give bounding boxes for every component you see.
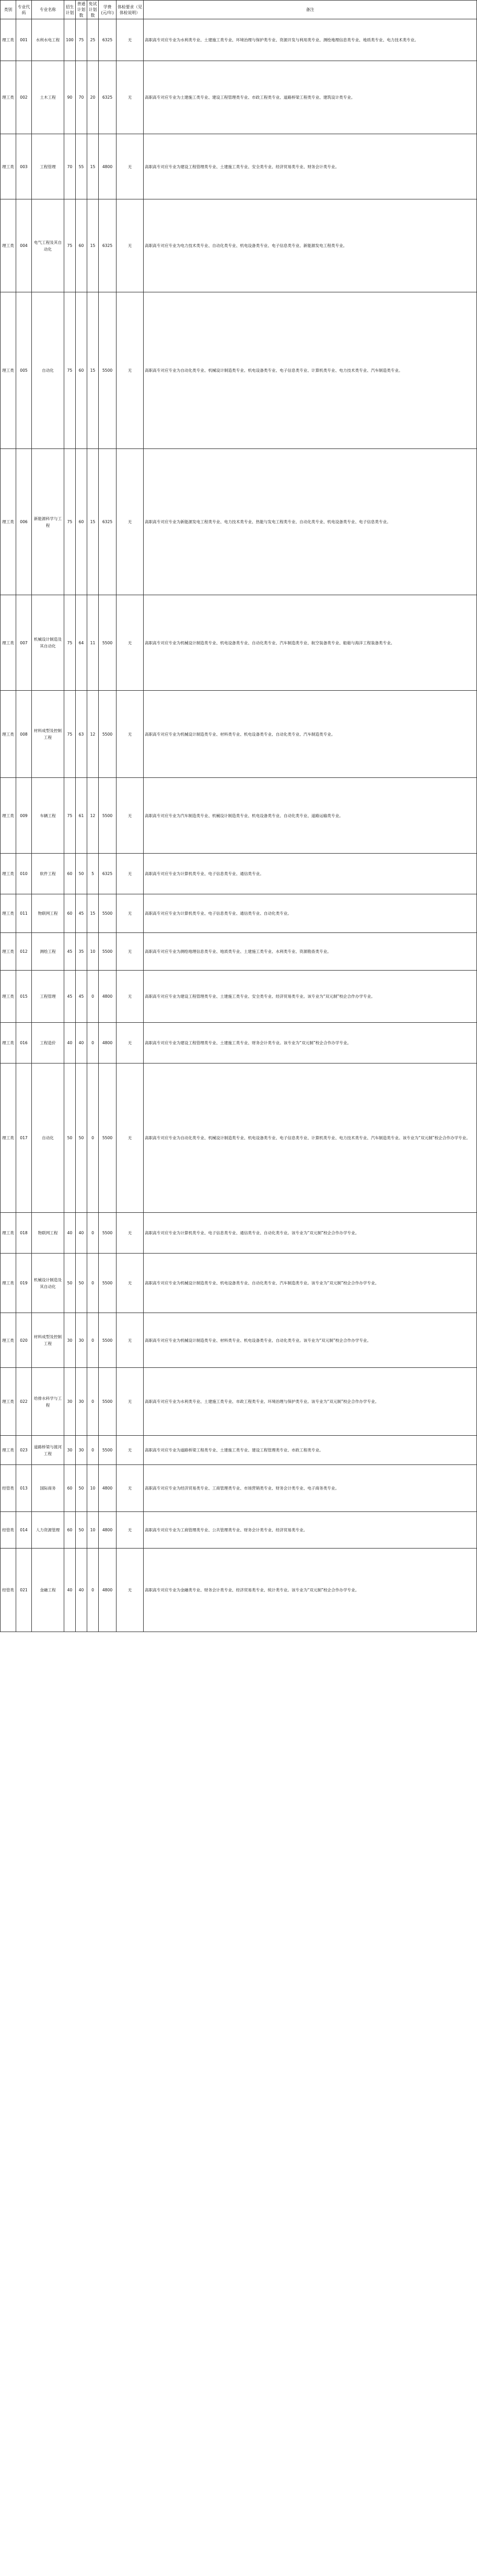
exempt-count-cell: 0: [87, 971, 99, 1023]
regular-count-cell: 70: [76, 61, 87, 134]
code-cell: 017: [16, 1064, 32, 1213]
table-row: [1, 1368, 477, 1436]
regular-count-cell: 30: [76, 1368, 87, 1436]
code-cell: 019: [16, 1254, 32, 1313]
plan-cell: 75: [64, 292, 76, 449]
code-cell: 023: [16, 1436, 32, 1465]
header-category: 类别: [1, 1, 16, 19]
category-cell: 理工类: [1, 199, 16, 292]
table-row: [1, 1512, 477, 1549]
code-cell: 004: [16, 199, 32, 292]
major-name-cell: 给排水科学与工程: [32, 1368, 64, 1436]
major-name-cell: 人力资源管理: [32, 1512, 64, 1549]
tuition-cell: 5500: [99, 1313, 117, 1368]
table-row: [1, 19, 477, 61]
exempt-count-cell: 10: [87, 1512, 99, 1549]
plan-cell: 75: [64, 449, 76, 595]
requirement-cell: 无: [117, 449, 144, 595]
tuition-cell: 5500: [99, 1064, 117, 1213]
exempt-count-cell: 20: [87, 61, 99, 134]
header-code: 专业代码: [16, 1, 32, 19]
category-cell: 理工类: [1, 691, 16, 778]
plan-cell: 50: [64, 1064, 76, 1213]
note-cell: 高职高专对应专业为机械设计制造类专业、机电设备类专业、自动化类专业、汽车制造类专业、航空装备类专业、船舶与海洋工程装备类专业。: [144, 595, 477, 691]
plan-cell: 75: [64, 595, 76, 691]
note-cell: 高职高专对应专业为工商管理类专业、公共管理类专业、财务会计类专业、经济贸易类专业。: [144, 1512, 477, 1549]
exempt-count-cell: 0: [87, 1064, 99, 1213]
regular-count-cell: 50: [76, 1512, 87, 1549]
plan-cell: 60: [64, 894, 76, 933]
requirement-cell: 无: [117, 854, 144, 894]
exempt-count-cell: 15: [87, 134, 99, 199]
category-cell: 理工类: [1, 971, 16, 1023]
regular-count-cell: 64: [76, 595, 87, 691]
note-cell: 高职高专对应专业为建设工程管理类专业、土建施工类专业、安全类专业、经济贸易类专业、财务会计类专业。: [144, 134, 477, 199]
regular-count-cell: 40: [76, 1549, 87, 1632]
table-row: [1, 1023, 477, 1064]
regular-count-cell: 50: [76, 1064, 87, 1213]
code-cell: 001: [16, 19, 32, 61]
tuition-cell: 6325: [99, 19, 117, 61]
plan-cell: 40: [64, 1549, 76, 1632]
exempt-count-cell: 15: [87, 894, 99, 933]
exempt-count-cell: 5: [87, 854, 99, 894]
code-cell: 016: [16, 1023, 32, 1064]
plan-cell: 100: [64, 19, 76, 61]
requirement-cell: 无: [117, 1023, 144, 1064]
plan-cell: 75: [64, 199, 76, 292]
table-row: [1, 595, 477, 691]
code-cell: 009: [16, 778, 32, 854]
category-cell: 经管类: [1, 1512, 16, 1549]
note-cell: 高职高专对应专业为机械设计制造类专业、材料类专业、机电设备类专业、自动化类专业。该专业为“双元制”校企合作办学专业。: [144, 1313, 477, 1368]
note-cell: 高职高专对应专业为电力技术类专业、自动化类专业、机电设备类专业、电子信息类专业、新能源发电工程类专业。: [144, 199, 477, 292]
tuition-cell: 5500: [99, 595, 117, 691]
exempt-count-cell: 11: [87, 595, 99, 691]
note-cell: 高职高专对应专业为机械设计制造类专业、机电设备类专业、自动化类专业、汽车制造类专业。该专业为“双元制”校企合作办学专业。: [144, 1254, 477, 1313]
table-row: [1, 199, 477, 292]
plan-cell: 45: [64, 933, 76, 971]
category-cell: 理工类: [1, 1064, 16, 1213]
tuition-cell: 6325: [99, 199, 117, 292]
category-cell: 理工类: [1, 134, 16, 199]
code-cell: 015: [16, 971, 32, 1023]
requirement-cell: 无: [117, 19, 144, 61]
table-row: [1, 854, 477, 894]
exempt-count-cell: 10: [87, 933, 99, 971]
code-cell: 011: [16, 894, 32, 933]
code-cell: 012: [16, 933, 32, 971]
header-exempt: 免试计划数: [87, 1, 99, 19]
regular-count-cell: 40: [76, 1023, 87, 1064]
note-cell: 高职高专对应专业为新能源发电工程类专业、电力技术类专业、热能与发电工程类专业、自动化类专业、机电设备类专业、电子信息类专业。: [144, 449, 477, 595]
tuition-cell: 5500: [99, 894, 117, 933]
code-cell: 020: [16, 1313, 32, 1368]
major-name-cell: 机械设计制造及其自动化: [32, 595, 64, 691]
major-name-cell: 土木工程: [32, 61, 64, 134]
regular-count-cell: 40: [76, 1213, 87, 1254]
exempt-count-cell: 0: [87, 1436, 99, 1465]
plan-cell: 30: [64, 1436, 76, 1465]
category-cell: 理工类: [1, 1436, 16, 1465]
note-cell: 高职高专对应专业为自动化类专业、机械设计制造类专业、机电设备类专业、电子信息类专业、计算机类专业、电力技术类专业、汽车制造类专业。: [144, 292, 477, 449]
category-cell: 理工类: [1, 61, 16, 134]
plan-cell: 60: [64, 1465, 76, 1512]
table-row: [1, 778, 477, 854]
note-cell: 高职高专对应专业为计算机类专业、电子信息类专业、通信类专业、自动化类专业。该专业为“双元制”校企合作办学专业。: [144, 1213, 477, 1254]
note-cell: 高职高专对应专业为计算机类专业、电子信息类专业、通信类专业。: [144, 854, 477, 894]
table-row: [1, 134, 477, 199]
major-name-cell: 工程造价: [32, 1023, 64, 1064]
plan-cell: 75: [64, 778, 76, 854]
major-name-cell: 国际商务: [32, 1465, 64, 1512]
tuition-cell: 4800: [99, 971, 117, 1023]
tuition-cell: 4800: [99, 1512, 117, 1549]
header-regular: 普通计划数: [76, 1, 87, 19]
regular-count-cell: 30: [76, 1313, 87, 1368]
note-cell: 高职高专对应专业为土建施工类专业、建设工程管理类专业、市政工程类专业、道路桥梁工程类专业、建筑设计类专业。: [144, 61, 477, 134]
exempt-count-cell: 0: [87, 1313, 99, 1368]
major-name-cell: 测绘工程: [32, 933, 64, 971]
code-cell: 006: [16, 449, 32, 595]
major-name-cell: 新能源科学与工程: [32, 449, 64, 595]
regular-count-cell: 75: [76, 19, 87, 61]
code-cell: 018: [16, 1213, 32, 1254]
major-name-cell: 金融工程: [32, 1549, 64, 1632]
requirement-cell: 无: [117, 199, 144, 292]
major-name-cell: 物联网工程: [32, 894, 64, 933]
requirement-cell: 无: [117, 1064, 144, 1213]
regular-count-cell: 35: [76, 933, 87, 971]
plan-cell: 75: [64, 691, 76, 778]
requirement-cell: 无: [117, 1213, 144, 1254]
exempt-count-cell: 0: [87, 1023, 99, 1064]
exempt-count-cell: 12: [87, 778, 99, 854]
requirement-cell: 无: [117, 134, 144, 199]
major-name-cell: 电气工程及其自动化: [32, 199, 64, 292]
regular-count-cell: 50: [76, 854, 87, 894]
tuition-cell: 4800: [99, 1465, 117, 1512]
table-row: [1, 933, 477, 971]
tuition-cell: 5500: [99, 1213, 117, 1254]
table-header-row: [1, 1, 477, 19]
requirement-cell: 无: [117, 1313, 144, 1368]
requirement-cell: 无: [117, 1549, 144, 1632]
note-cell: 高职高专对应专业为机械设计制造类专业、材料类专业、机电设备类专业、自动化类专业、汽车制造类专业。: [144, 691, 477, 778]
note-cell: 高职高专对应专业为水利类专业、土建施工类专业、市政工程类专业、环境治理与保护类专业。该专业为“双元制”校企合作办学专业。: [144, 1368, 477, 1436]
table-row: [1, 894, 477, 933]
code-cell: 021: [16, 1549, 32, 1632]
major-name-cell: 工程管理: [32, 134, 64, 199]
plan-cell: 60: [64, 1512, 76, 1549]
table-row: [1, 1436, 477, 1465]
category-cell: 理工类: [1, 292, 16, 449]
requirement-cell: 无: [117, 1368, 144, 1436]
regular-count-cell: 63: [76, 691, 87, 778]
code-cell: 008: [16, 691, 32, 778]
tuition-cell: 6325: [99, 854, 117, 894]
table-row: [1, 971, 477, 1023]
exempt-count-cell: 0: [87, 1254, 99, 1313]
header-requirement: 体检要求（见体检说明）: [117, 1, 144, 19]
category-cell: 理工类: [1, 894, 16, 933]
plan-cell: 30: [64, 1313, 76, 1368]
category-cell: 理工类: [1, 778, 16, 854]
regular-count-cell: 60: [76, 292, 87, 449]
requirement-cell: 无: [117, 894, 144, 933]
table-row: [1, 292, 477, 449]
plan-cell: 90: [64, 61, 76, 134]
code-cell: 007: [16, 595, 32, 691]
regular-count-cell: 61: [76, 778, 87, 854]
tuition-cell: 5500: [99, 933, 117, 971]
category-cell: 经管类: [1, 1465, 16, 1512]
major-name-cell: 软件工程: [32, 854, 64, 894]
table-row: [1, 1549, 477, 1632]
regular-count-cell: 55: [76, 134, 87, 199]
major-name-cell: 自动化: [32, 292, 64, 449]
tuition-cell: 4800: [99, 134, 117, 199]
tuition-cell: 5500: [99, 292, 117, 449]
major-name-cell: 自动化: [32, 1064, 64, 1213]
table-row: [1, 61, 477, 134]
requirement-cell: 无: [117, 1254, 144, 1313]
plan-cell: 50: [64, 1254, 76, 1313]
category-cell: 理工类: [1, 1313, 16, 1368]
table-row: [1, 1465, 477, 1512]
plan-cell: 40: [64, 1213, 76, 1254]
note-cell: 高职高专对应专业为道路桥梁工程类专业、土建施工类专业、建设工程管理类专业、市政工程类专业。: [144, 1436, 477, 1465]
major-name-cell: 工程管理: [32, 971, 64, 1023]
note-cell: 高职高专对应专业为计算机类专业、电子信息类专业、通信类专业、自动化类专业。: [144, 894, 477, 933]
table-row: [1, 1313, 477, 1368]
regular-count-cell: 30: [76, 1436, 87, 1465]
code-cell: 003: [16, 134, 32, 199]
code-cell: 013: [16, 1465, 32, 1512]
tuition-cell: 4800: [99, 1023, 117, 1064]
category-cell: 理工类: [1, 1213, 16, 1254]
exempt-count-cell: 15: [87, 292, 99, 449]
tuition-cell: 6325: [99, 61, 117, 134]
category-cell: 理工类: [1, 933, 16, 971]
exempt-count-cell: 0: [87, 1549, 99, 1632]
requirement-cell: 无: [117, 292, 144, 449]
header-plan: 招生计划: [64, 1, 76, 19]
table-row: [1, 1254, 477, 1313]
regular-count-cell: 60: [76, 449, 87, 595]
category-cell: 理工类: [1, 449, 16, 595]
table-row: [1, 449, 477, 595]
code-cell: 014: [16, 1512, 32, 1549]
table-row: [1, 691, 477, 778]
tuition-cell: 5500: [99, 691, 117, 778]
major-name-cell: 车辆工程: [32, 778, 64, 854]
note-cell: 高职高专对应专业为测绘地理信息类专业、地质类专业、土建施工类专业、水利类专业、资源勘查类专业。: [144, 933, 477, 971]
exempt-count-cell: 25: [87, 19, 99, 61]
category-cell: 理工类: [1, 1023, 16, 1064]
regular-count-cell: 45: [76, 894, 87, 933]
major-name-cell: 物联网工程: [32, 1213, 64, 1254]
requirement-cell: 无: [117, 595, 144, 691]
plan-cell: 30: [64, 1368, 76, 1436]
category-cell: 理工类: [1, 1368, 16, 1436]
requirement-cell: 无: [117, 1512, 144, 1549]
major-name-cell: 机械设计制造及其自动化: [32, 1254, 64, 1313]
header-fee: 学费(元/年): [99, 1, 117, 19]
code-cell: 010: [16, 854, 32, 894]
exempt-count-cell: 0: [87, 1213, 99, 1254]
requirement-cell: 无: [117, 1436, 144, 1465]
exempt-count-cell: 0: [87, 1368, 99, 1436]
note-cell: 高职高专对应专业为汽车制造类专业、机械设计制造类专业、机电设备类专业、自动化类专业、道路运输类专业。: [144, 778, 477, 854]
header-name: 专业名称: [32, 1, 64, 19]
tuition-cell: 5500: [99, 1254, 117, 1313]
tuition-cell: 5500: [99, 1368, 117, 1436]
category-cell: 理工类: [1, 854, 16, 894]
major-name-cell: 材料成型及控制工程: [32, 691, 64, 778]
regular-count-cell: 50: [76, 1254, 87, 1313]
note-cell: 高职高专对应专业为金融类专业、财务会计类专业、经济贸易类专业、统计类专业。该专业为“双元制”校企合作办学专业。: [144, 1549, 477, 1632]
regular-count-cell: 45: [76, 971, 87, 1023]
requirement-cell: 无: [117, 933, 144, 971]
plan-cell: 60: [64, 854, 76, 894]
exempt-count-cell: 10: [87, 1465, 99, 1512]
regular-count-cell: 60: [76, 199, 87, 292]
requirement-cell: 无: [117, 1465, 144, 1512]
major-name-cell: 材料成型及控制工程: [32, 1313, 64, 1368]
category-cell: 理工类: [1, 1254, 16, 1313]
note-cell: 高职高专对应专业为建设工程管理类专业、土建施工类专业、安全类专业、经济贸易类专业。该专业为“双元制”校企合作办学专业。: [144, 971, 477, 1023]
requirement-cell: 无: [117, 691, 144, 778]
regular-count-cell: 50: [76, 1465, 87, 1512]
category-cell: 经管类: [1, 1549, 16, 1632]
major-name-cell: 道路桥梁与渡河工程: [32, 1436, 64, 1465]
note-cell: 高职高专对应专业为经济贸易类专业、工商管理类专业、市场营销类专业、财务会计类专业、电子商务类专业。: [144, 1465, 477, 1512]
requirement-cell: 无: [117, 61, 144, 134]
exempt-count-cell: 15: [87, 199, 99, 292]
major-name-cell: 水利水电工程: [32, 19, 64, 61]
exempt-count-cell: 12: [87, 691, 99, 778]
tuition-cell: 5500: [99, 1436, 117, 1465]
requirement-cell: 无: [117, 971, 144, 1023]
exempt-count-cell: 15: [87, 449, 99, 595]
code-cell: 002: [16, 61, 32, 134]
table-row: [1, 1213, 477, 1254]
note-cell: 高职高专对应专业为建设工程管理类专业、土建施工类专业、财务会计类专业。该专业为“双元制”校企合作办学专业。: [144, 1023, 477, 1064]
header-note: 备注: [144, 1, 477, 19]
table-row: [1, 1064, 477, 1213]
plan-cell: 40: [64, 1023, 76, 1064]
category-cell: 理工类: [1, 595, 16, 691]
category-cell: 理工类: [1, 19, 16, 61]
plan-cell: 70: [64, 134, 76, 199]
tuition-cell: 6325: [99, 449, 117, 595]
plan-cell: 45: [64, 971, 76, 1023]
code-cell: 005: [16, 292, 32, 449]
requirement-cell: 无: [117, 778, 144, 854]
note-cell: 高职高专对应专业为水利类专业、土建施工类专业、环境治理与保护类专业、资源开发与利用类专业、测绘地理信息类专业、地质类专业、电力技术类专业。: [144, 19, 477, 61]
note-cell: 高职高专对应专业为自动化类专业、机械设计制造类专业、机电设备类专业、电子信息类专业、计算机类专业、电力技术类专业、汽车制造类专业。该专业为“双元制”校企合作办学专业。: [144, 1064, 477, 1213]
tuition-cell: 4800: [99, 1549, 117, 1632]
code-cell: 022: [16, 1368, 32, 1436]
tuition-cell: 5500: [99, 778, 117, 854]
